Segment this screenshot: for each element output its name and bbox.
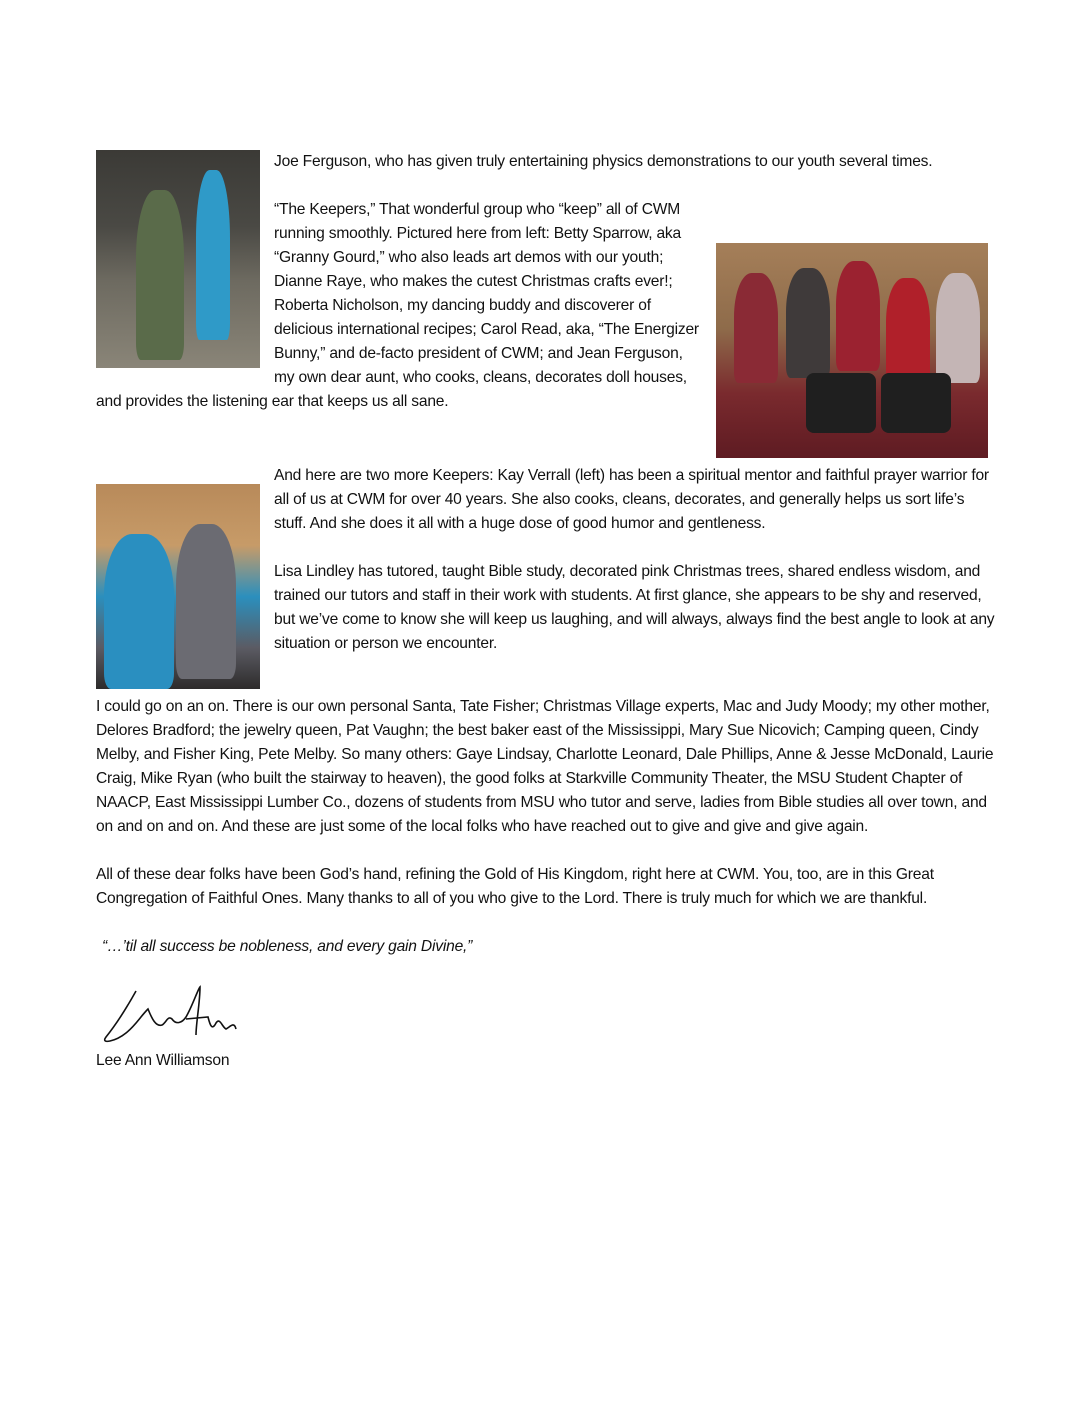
signer-name: Lee Ann Williamson (96, 1052, 230, 1069)
signature-icon (96, 979, 266, 1049)
photo-kay-and-lisa (96, 484, 260, 689)
letter-page (96, 150, 996, 1073)
paragraph-the-keepers: “The Keepers,” That wonderful group who “keep” all of CWM running smoothly. Pictured here from left: Betty Sparrow, aka “Granny Gourd,” who also leads art demos with our youth; Dianne Raye, who makes the cutest Christmas crafts ever!; Roberta Nicholson, my dancing buddy and discoverer of delicious international recipes; Carol Read, aka, “The Energizer Bunny,” and de-facto president of CWM; and Jean Ferguson, my own dear aunt, who cooks, cleans, decorates doll houses, and provides the listening ear that keeps us all sane. (96, 201, 699, 410)
paragraph-kay-verrall: And here are two more Keepers: Kay Verrall (left) has been a spiritual mentor and faithful prayer warrior for all of us at CWM for over 40 years. She also cooks, cleans, decorates, and generally helps us sort life’s stuff. And she does it all with a huge dose of good humor and gentleness. (274, 467, 989, 532)
paragraph-lisa-lindley: Lisa Lindley has tutored, taught Bible study, decorated pink Christmas trees, shared endless wisdom, and trained our tutors and staff in their work with students. At first glance, she appears to be shy and reserved, but we’ve come to know she will keep us laughing, and will always, always find the best angle to look at any situation or person we encounter. (274, 563, 995, 652)
photo-joe-ferguson (96, 150, 260, 368)
closing-quote: “…’til all success be nobleness, and every gain Divine,” (102, 938, 473, 955)
paragraph-joe-ferguson: Joe Ferguson, who has given truly entertaining physics demonstrations to our youth several times. (274, 153, 933, 170)
paragraph-many-others: I could go on an on. There is our own personal Santa, Tate Fisher; Christmas Village experts, Mac and Judy Moody; my other mother, Delores Bradford; the jewelry queen, Pat Vaughn; the best baker east of the Mississippi, Mary Sue Nicovich; Camping queen, Cindy Melby, and Fisher King, Pete Melby. So many others: Gaye Lindsay, Charlotte Leonard, Dale Phillips, Anne & Jesse McDonald, Laurie Craig, Mike Ryan (who built the stairway to heaven), the good folks at Starkville Community Theater, the MSU Student Chapter of NAACP, East Mississippi Lumber Co., dozens of students from MSU who tutor and serve, ladies from Bible studies all over town, and on and on and on. And these are just some of the local folks who have reached out to give and give and give again. (96, 698, 994, 835)
photo-the-keepers (716, 243, 988, 458)
signature-image (96, 979, 996, 1049)
paragraph-closing: All of these dear folks have been God’s hand, refining the Gold of His Kingdom, right here at CWM. You, too, are in this Great Congregation of Faithful Ones. Many thanks to all of you who give to the Lord. There is truly much for which we are thankful. (96, 866, 934, 907)
